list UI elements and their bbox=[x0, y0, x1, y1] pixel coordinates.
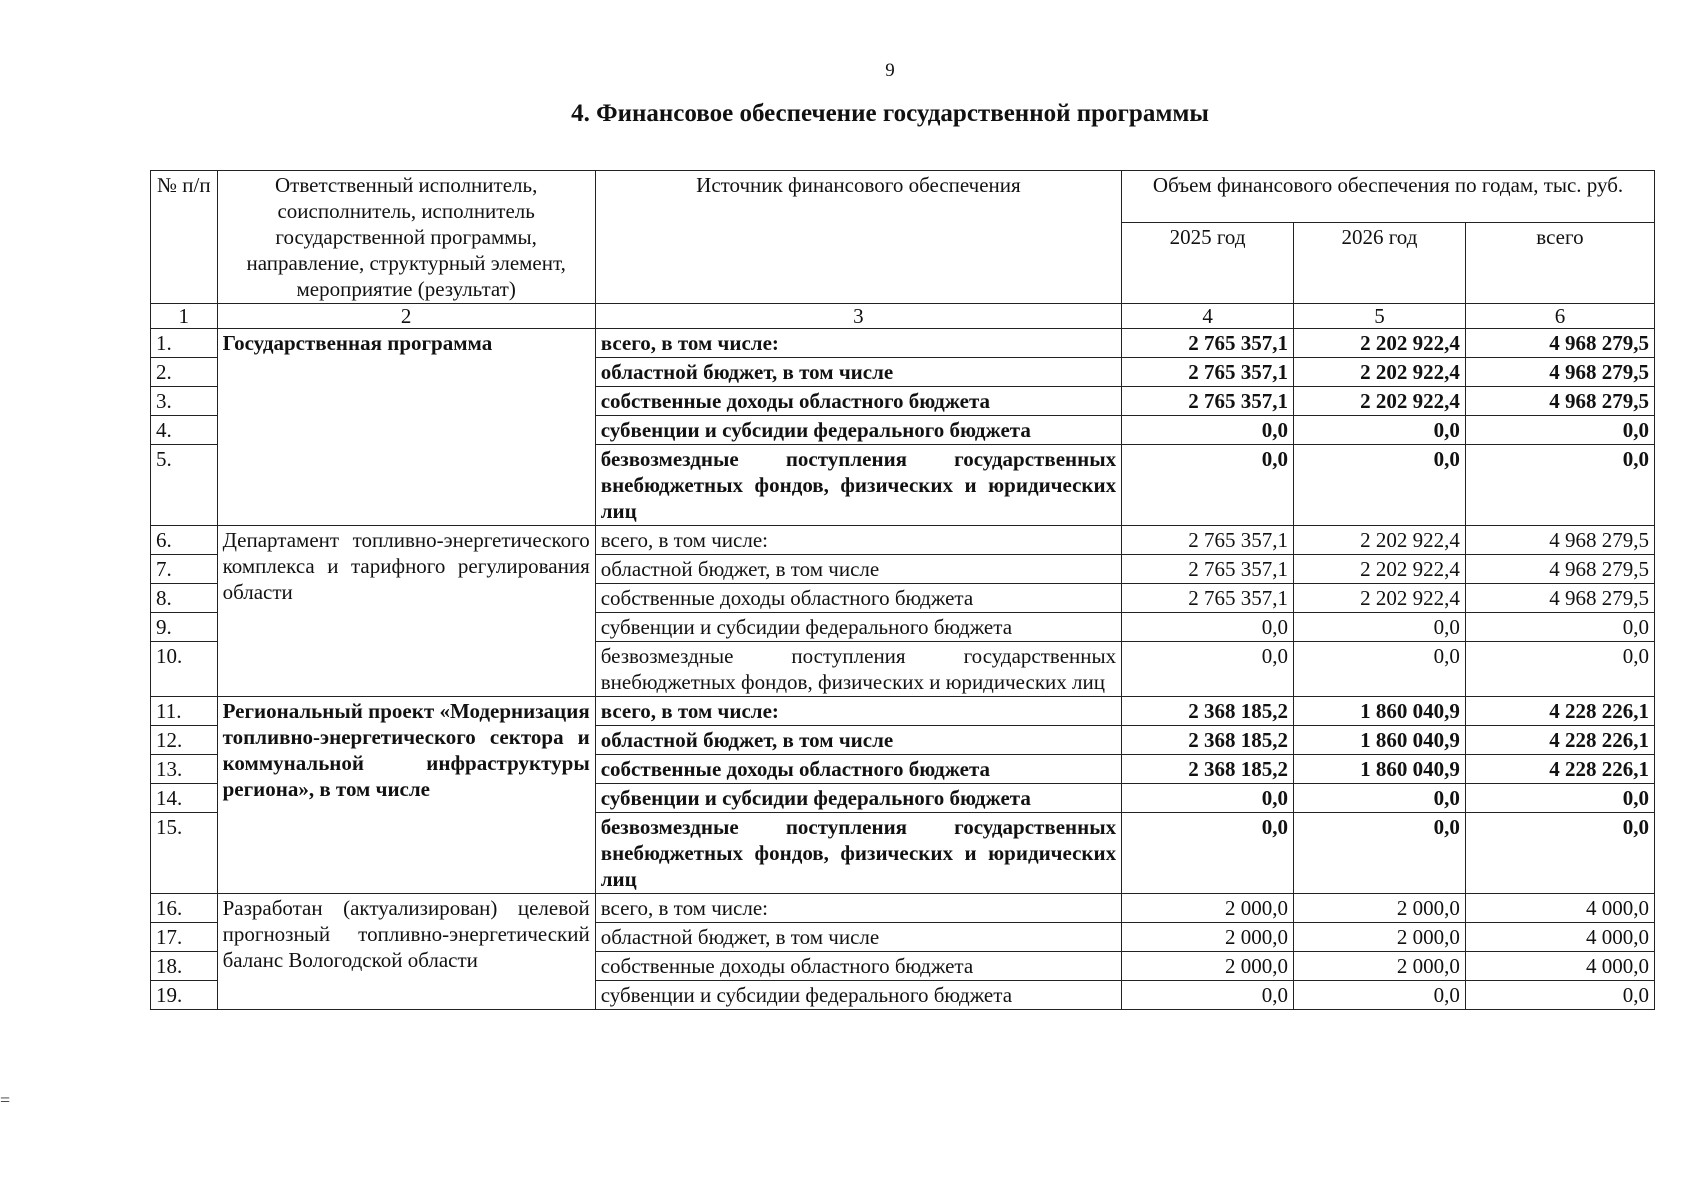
funding-source: безвозмездные поступления государственных внебюджетных фондов, физических и юридических лиц bbox=[595, 813, 1121, 894]
column-index: 4 bbox=[1122, 304, 1294, 329]
funding-source: собственные доходы областного бюджета bbox=[595, 387, 1121, 416]
header-source: Источник финансового обеспечения bbox=[595, 171, 1121, 304]
table-row bbox=[151, 894, 1655, 923]
funding-source: субвенции и субсидии федерального бюджета bbox=[595, 613, 1121, 642]
value-total: 4 968 279,5 bbox=[1465, 329, 1654, 358]
funding-source: безвозмездные поступления государственных внебюджетных фондов, физических и юридических лиц bbox=[595, 642, 1121, 697]
value-2025: 2 765 357,1 bbox=[1122, 329, 1294, 358]
responsible-cell: Департамент топливно-энергетического комплекса и тарифного регулирования области bbox=[217, 526, 595, 697]
funding-source: областной бюджет, в том числе bbox=[595, 358, 1121, 387]
value-2026: 2 202 922,4 bbox=[1294, 358, 1466, 387]
row-number: 17. bbox=[151, 923, 218, 952]
value-2025: 2 765 357,1 bbox=[1122, 358, 1294, 387]
value-total: 0,0 bbox=[1465, 642, 1654, 697]
value-2025: 2 368 185,2 bbox=[1122, 697, 1294, 726]
funding-source: безвозмездные поступления государственных внебюджетных фондов, физических и юридических лиц bbox=[595, 445, 1121, 526]
column-index: 6 bbox=[1465, 304, 1654, 329]
value-2026: 2 202 922,4 bbox=[1294, 555, 1466, 584]
value-total: 4 000,0 bbox=[1465, 894, 1654, 923]
row-number: 8. bbox=[151, 584, 218, 613]
funding-source: собственные доходы областного бюджета bbox=[595, 755, 1121, 784]
column-index: 2 bbox=[217, 304, 595, 329]
value-total: 4 228 226,1 bbox=[1465, 755, 1654, 784]
value-2026: 0,0 bbox=[1294, 813, 1466, 894]
value-2026: 1 860 040,9 bbox=[1294, 726, 1466, 755]
column-index: 5 bbox=[1294, 304, 1466, 329]
value-2025: 0,0 bbox=[1122, 784, 1294, 813]
header-responsible: Ответственный исполнитель, соисполнитель, исполнитель государственной программы, направление, структурный элемент, мероприятие (результат) bbox=[217, 171, 595, 304]
value-total: 0,0 bbox=[1465, 784, 1654, 813]
row-number: 4. bbox=[151, 416, 218, 445]
header-year-2025: 2025 год bbox=[1122, 223, 1294, 304]
table-row bbox=[151, 329, 1655, 358]
row-number: 5. bbox=[151, 445, 218, 526]
column-index: 1 bbox=[151, 304, 218, 329]
value-2025: 0,0 bbox=[1122, 813, 1294, 894]
row-number: 15. bbox=[151, 813, 218, 894]
value-2026: 0,0 bbox=[1294, 981, 1466, 1010]
value-total: 4 968 279,5 bbox=[1465, 555, 1654, 584]
table-row bbox=[151, 697, 1655, 726]
value-total: 4 968 279,5 bbox=[1465, 387, 1654, 416]
funding-source: всего, в том числе: bbox=[595, 329, 1121, 358]
row-number: 7. bbox=[151, 555, 218, 584]
value-total: 0,0 bbox=[1465, 613, 1654, 642]
header-year-2026: 2026 год bbox=[1294, 223, 1466, 304]
responsible-cell: Разработан (актуализирован) целевой прогнозный топливно-энергетический баланс Вологодской области bbox=[217, 894, 595, 1010]
value-2026: 2 202 922,4 bbox=[1294, 387, 1466, 416]
row-number: 19. bbox=[151, 981, 218, 1010]
value-2025: 0,0 bbox=[1122, 981, 1294, 1010]
page-title: 4. Финансовое обеспечение государственной программы bbox=[571, 100, 1209, 127]
value-2025: 2 000,0 bbox=[1122, 923, 1294, 952]
value-2026: 2 202 922,4 bbox=[1294, 584, 1466, 613]
table-row bbox=[151, 526, 1655, 555]
responsible-cell: Региональный проект «Модернизация топливно-энергетического сектора и коммунальной инфраструктуры региона», в том числе bbox=[217, 697, 595, 894]
row-number: 1. bbox=[151, 329, 218, 358]
row-number: 3. bbox=[151, 387, 218, 416]
value-2025: 0,0 bbox=[1122, 642, 1294, 697]
value-2025: 2 765 357,1 bbox=[1122, 584, 1294, 613]
value-2026: 2 000,0 bbox=[1294, 952, 1466, 981]
row-number: 13. bbox=[151, 755, 218, 784]
value-2025: 2 765 357,1 bbox=[1122, 526, 1294, 555]
value-total: 4 968 279,5 bbox=[1465, 526, 1654, 555]
funding-source: субвенции и субсидии федерального бюджета bbox=[595, 784, 1121, 813]
value-total: 0,0 bbox=[1465, 416, 1654, 445]
funding-source: субвенции и субсидии федерального бюджета bbox=[595, 981, 1121, 1010]
value-total: 4 228 226,1 bbox=[1465, 726, 1654, 755]
value-total: 4 968 279,5 bbox=[1465, 584, 1654, 613]
funding-source: всего, в том числе: bbox=[595, 697, 1121, 726]
row-number: 14. bbox=[151, 784, 218, 813]
funding-source: собственные доходы областного бюджета bbox=[595, 584, 1121, 613]
header-num: № п/п bbox=[151, 171, 218, 304]
funding-source: субвенции и субсидии федерального бюджета bbox=[595, 416, 1121, 445]
funding-source: областной бюджет, в том числе bbox=[595, 923, 1121, 952]
row-number: 11. bbox=[151, 697, 218, 726]
row-number: 12. bbox=[151, 726, 218, 755]
value-2025: 2 765 357,1 bbox=[1122, 387, 1294, 416]
value-2025: 0,0 bbox=[1122, 445, 1294, 526]
column-index-row bbox=[151, 304, 1655, 329]
value-2025: 0,0 bbox=[1122, 613, 1294, 642]
value-total: 0,0 bbox=[1465, 813, 1654, 894]
financing-table bbox=[150, 170, 1655, 1010]
value-total: 0,0 bbox=[1465, 981, 1654, 1010]
value-2026: 2 202 922,4 bbox=[1294, 526, 1466, 555]
row-number: 9. bbox=[151, 613, 218, 642]
edge-mark: = bbox=[0, 1090, 11, 1110]
value-2025: 2 000,0 bbox=[1122, 952, 1294, 981]
value-2026: 2 000,0 bbox=[1294, 923, 1466, 952]
funding-source: всего, в том числе: bbox=[595, 526, 1121, 555]
page-number: 9 bbox=[885, 60, 895, 81]
value-total: 4 000,0 bbox=[1465, 923, 1654, 952]
value-2026: 0,0 bbox=[1294, 642, 1466, 697]
value-2025: 0,0 bbox=[1122, 416, 1294, 445]
value-total: 4 000,0 bbox=[1465, 952, 1654, 981]
row-number: 6. bbox=[151, 526, 218, 555]
funding-source: собственные доходы областного бюджета bbox=[595, 952, 1121, 981]
value-2026: 0,0 bbox=[1294, 445, 1466, 526]
value-2025: 2 000,0 bbox=[1122, 894, 1294, 923]
value-2026: 2 202 922,4 bbox=[1294, 329, 1466, 358]
value-2026: 1 860 040,9 bbox=[1294, 755, 1466, 784]
funding-source: областной бюджет, в том числе bbox=[595, 726, 1121, 755]
row-number: 16. bbox=[151, 894, 218, 923]
value-2026: 0,0 bbox=[1294, 416, 1466, 445]
table-body bbox=[151, 329, 1655, 1010]
funding-source: областной бюджет, в том числе bbox=[595, 555, 1121, 584]
funding-source: всего, в том числе: bbox=[595, 894, 1121, 923]
row-number: 2. bbox=[151, 358, 218, 387]
value-2025: 2 368 185,2 bbox=[1122, 755, 1294, 784]
value-total: 4 968 279,5 bbox=[1465, 358, 1654, 387]
value-2025: 2 765 357,1 bbox=[1122, 555, 1294, 584]
value-total: 0,0 bbox=[1465, 445, 1654, 526]
value-2026: 0,0 bbox=[1294, 784, 1466, 813]
value-2026: 0,0 bbox=[1294, 613, 1466, 642]
responsible-cell: Государственная программа bbox=[217, 329, 595, 526]
row-number: 18. bbox=[151, 952, 218, 981]
value-2025: 2 368 185,2 bbox=[1122, 726, 1294, 755]
header-total: всего bbox=[1465, 223, 1654, 304]
header-volume: Объем финансового обеспечения по годам, тыс. руб. bbox=[1122, 171, 1655, 223]
value-2026: 1 860 040,9 bbox=[1294, 697, 1466, 726]
value-2026: 2 000,0 bbox=[1294, 894, 1466, 923]
value-total: 4 228 226,1 bbox=[1465, 697, 1654, 726]
row-number: 10. bbox=[151, 642, 218, 697]
column-index: 3 bbox=[595, 304, 1121, 329]
